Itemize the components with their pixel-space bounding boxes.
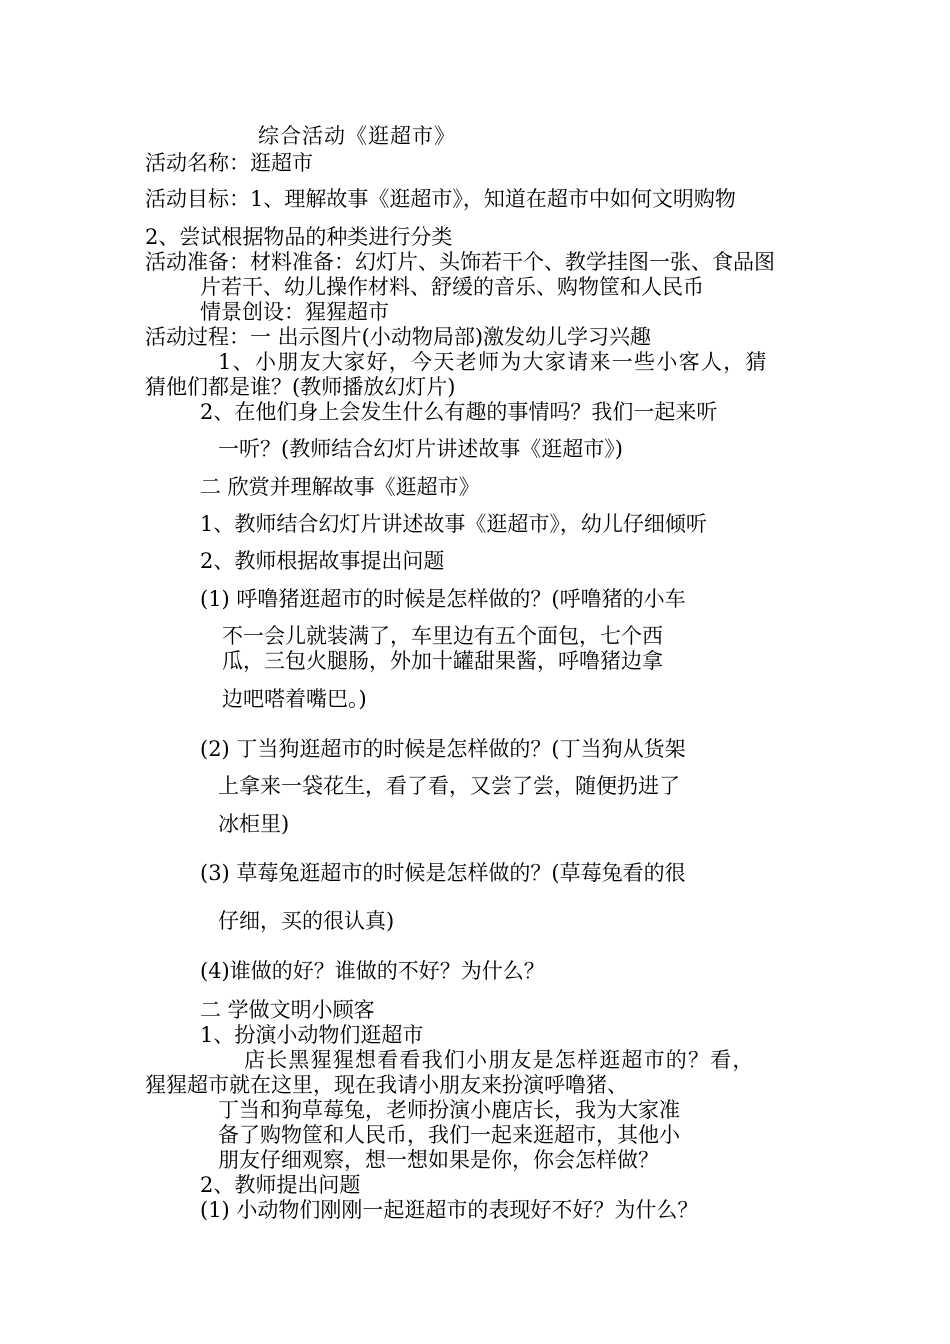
document-title: 综合活动《逛超市》 [258,124,456,148]
paragraph-line: 一听？(教师结合幻灯片讲述故事《逛超市》) [218,437,623,461]
paragraph-line: 2、教师根据故事提出问题 [200,549,445,573]
preparation-line: 活动准备：材料准备：幻灯片、头饰若干个、教学挂图一张、食品图 [145,250,775,274]
paragraph-line: 猩猩超市就在这里，现在我请小朋友来扮演呼噜猪、 [145,1073,628,1097]
paragraph-line: 2、教师提出问题 [200,1173,361,1197]
question-line: (2) 丁当狗逛超市的时候是怎样做的？(丁当狗从货架 [200,737,686,761]
section-heading: 二 学做文明小顾客 [200,998,375,1022]
answer-line: 仔细，买的很认真) [218,909,395,933]
activity-goal-line: 活动目标：1、理解故事《逛超市》，知道在超市中如何文明购物 [145,187,736,211]
paragraph-line: 店长黑猩猩想看看我们小朋友是怎样逛超市的？看， [244,1048,755,1072]
answer-line: 瓜，三包火腿肠，外加十罐甜果酱，呼噜猪边拿 [222,649,663,673]
section-heading: 二 欣赏并理解故事《逛超市》 [200,475,480,499]
paragraph-line: 丁当和狗草莓兔，老师扮演小鹿店长，我为大家准 [218,1098,680,1122]
paragraph-line: 1、教师结合幻灯片讲述故事《逛超市》，幼儿仔细倾听 [200,512,707,536]
answer-line: 上拿来一袋花生，看了看，又尝了尝，随便扔进了 [218,774,680,798]
paragraph-line: 1、小朋友大家好，今天老师为大家请来一些小客人，猜 [218,350,768,374]
answer-line: 冰柜里) [218,812,290,836]
preparation-line-2: 片若干、幼儿操作材料、舒缓的音乐、购物筐和人民币 [200,275,704,299]
question-line: (3) 草莓兔逛超市的时候是怎样做的？(草莓兔看的很 [200,861,686,885]
paragraph-line: 猜他们都是谁？(教师播放幻灯片) [145,375,456,399]
paragraph-line: 朋友仔细观察，想一想如果是你，你会怎样做？ [218,1148,659,1172]
paragraph-line: 备了购物筐和人民币，我们一起来逛超市，其他小 [218,1123,680,1147]
question-line: (4)谁做的好？谁做的不好？为什么？ [200,959,545,983]
answer-line: 边吧嗒着嘴巴。) [222,687,367,711]
paragraph-line: 1、扮演小动物们逛超市 [200,1023,424,1047]
answer-line: 不一会儿就装满了，车里边有五个面包，七个西 [222,624,663,648]
scenario-line: 情景创设：猩猩超市 [200,300,389,324]
activity-name-line: 活动名称：逛超市 [145,151,313,175]
activity-goal-line-2: 2、尝试根据物品的种类进行分类 [145,225,453,249]
process-heading: 活动过程：一 出示图片(小动物局部)激发幼儿学习兴趣 [145,325,652,349]
paragraph-line: 2、在他们身上会发生什么有趣的事情吗？我们一起来听 [200,400,718,424]
question-line: (1) 小动物们刚刚一起逛超市的表现好不好？为什么？ [200,1198,699,1222]
question-line: (1) 呼噜猪逛超市的时候是怎样做的？(呼噜猪的小车 [200,587,686,611]
